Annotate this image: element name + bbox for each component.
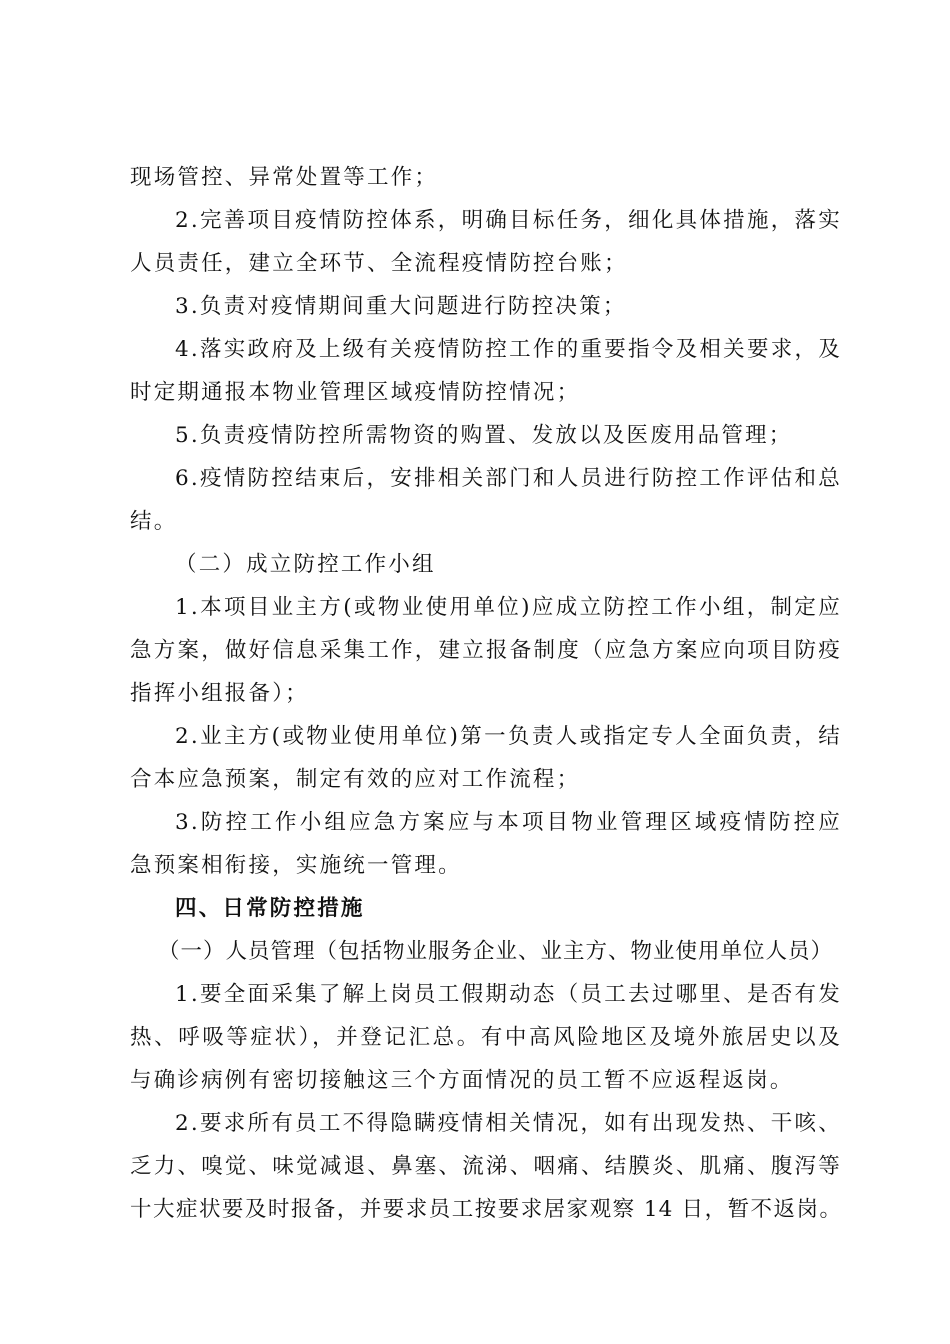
paragraph-line: 4.落实政府及上级有关疫情防控工作的重要指令及相关要求，及: [175, 337, 842, 362]
paragraph-line: 指挥小组报备）；: [130, 681, 309, 706]
paragraph-line: 热、呼吸等症状），并登记汇总。有中高风险地区及境外旅居史以及: [130, 1025, 842, 1050]
paragraph-line: 现场管控、异常处置等工作；: [130, 165, 439, 190]
paragraph-line: 急预案相衔接，实施统一管理。: [130, 853, 462, 878]
paragraph-line: 1.本项目业主方(或物业使用单位)应成立防控工作小组，制定应: [175, 595, 842, 620]
paragraph-line: 十大症状要及时报备，并要求员工按要求居家观察 14 日，暂不返岗。: [130, 1197, 842, 1222]
section-subheading: （二）成立防控工作小组: [175, 552, 436, 577]
paragraph-line: 2.完善项目疫情防控体系，明确目标任务，细化具体措施，落实: [175, 208, 842, 233]
section-subheading: （一）人员管理（包括物业服务企业、业主方、物业使用单位人员）: [158, 939, 834, 964]
paragraph-line: 2.业主方(或物业使用单位)第一负责人或指定专人全面负责，结: [175, 724, 842, 749]
paragraph-line: 5.负责疫情防控所需物资的购置、发放以及医废用品管理；: [175, 423, 793, 448]
paragraph-line: 时定期通报本物业管理区域疫情防控情况；: [130, 380, 581, 405]
paragraph-line: 2.要求所有员工不得隐瞒疫情相关情况，如有出现发热、干咳、: [175, 1111, 842, 1136]
paragraph-line: 3.防控工作小组应急方案应与本项目物业管理区域疫情防控应: [175, 810, 842, 835]
paragraph-line: 3.负责对疫情期间重大问题进行防控决策；: [175, 294, 627, 319]
paragraph-line: 合本应急预案，制定有效的应对工作流程；: [130, 767, 581, 792]
paragraph-line: 6.疫情防控结束后，安排相关部门和人员进行防控工作评估和总: [175, 466, 842, 491]
paragraph-line: 1.要全面采集了解上岗员工假期动态（员工去过哪里、是否有发: [175, 982, 842, 1007]
paragraph-line: 急方案，做好信息采集工作，建立报备制度（应急方案应向项目防疫: [130, 638, 842, 663]
section-heading: 四、日常防控措施: [175, 896, 365, 921]
paragraph-line: 结。: [130, 509, 178, 534]
paragraph-line: 人员责任，建立全环节、全流程疫情防控台账；: [130, 251, 628, 276]
paragraph-line: 与确诊病例有密切接触这三个方面情况的员工暂不应返程返岗。: [130, 1068, 794, 1093]
paragraph-line: 乏力、嗅觉、味觉减退、鼻塞、流涕、咽痛、结膜炎、肌痛、腹泻等: [130, 1154, 842, 1179]
